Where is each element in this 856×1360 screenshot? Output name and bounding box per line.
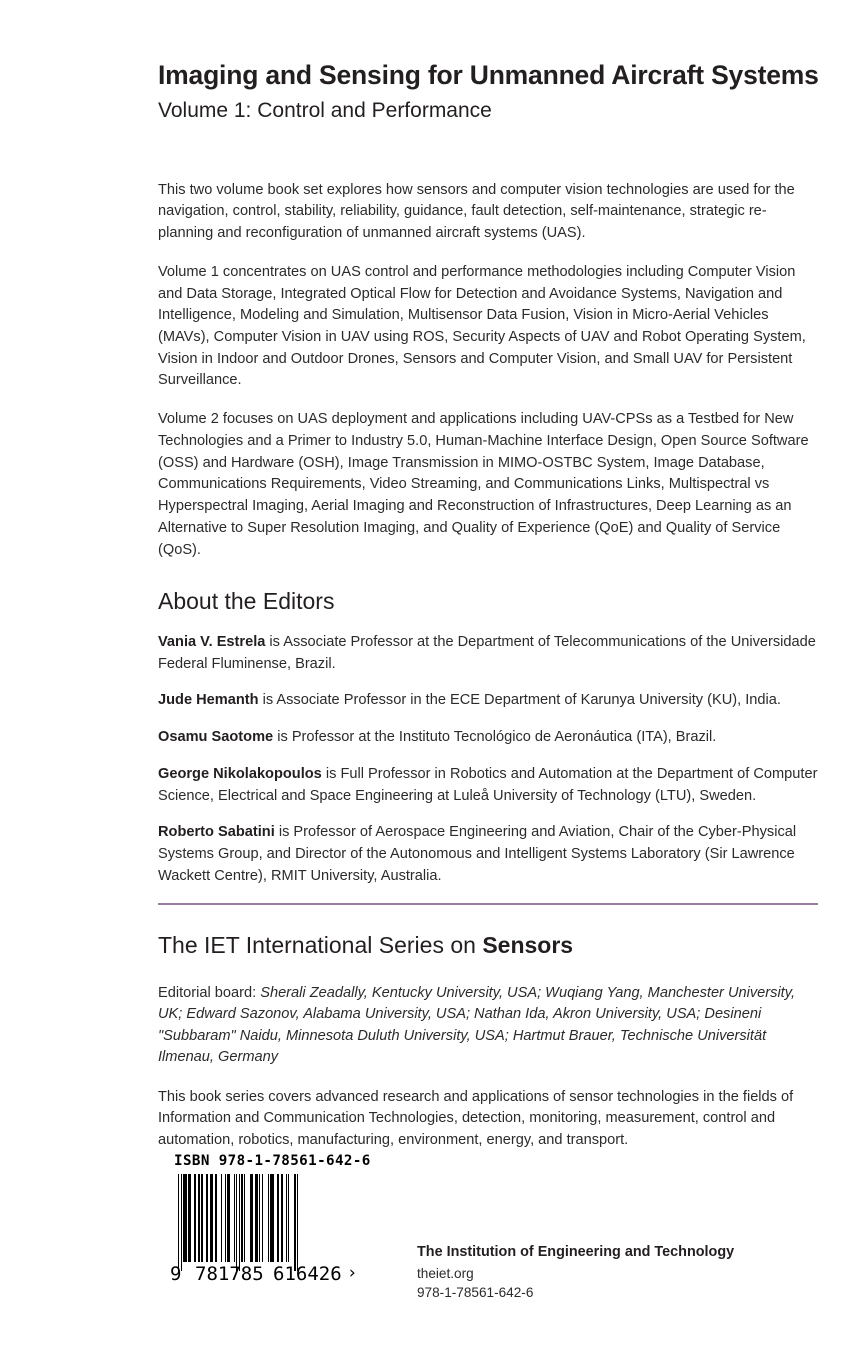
editor-entry xyxy=(158,764,820,807)
publisher-block xyxy=(417,1243,817,1302)
page-title: Imaging and Sensing for Unmanned Aircraft Systems xyxy=(158,60,819,90)
barcode-bars xyxy=(178,1174,356,1271)
isbn-label: ISBN 978-1-78561-642-6 xyxy=(174,1153,371,1169)
about-the-editors-heading: About the Editors xyxy=(158,588,335,615)
title-block xyxy=(158,0,820,125)
series-heading xyxy=(158,932,820,960)
barcode-left-group: 781785 xyxy=(195,1263,264,1285)
editor-entry xyxy=(158,822,820,887)
blurb-paragraphs xyxy=(158,180,820,562)
editor-name: Vania V. Estrela xyxy=(158,633,266,650)
editor-name: George Nikolakopoulos xyxy=(158,765,322,782)
cover-content xyxy=(158,0,820,1152)
editor-bio: is Associate Professor at the Department of Telecommunications of the Universidade Federal Fluminense, Brazil. xyxy=(158,633,816,672)
blurb-paragraph-2: Volume 1 concentrates on UAS control and performance methodologies including Computer Vision and Data Storage, Integrated Optical Flow for Detection and Avoidance Systems, Navigation and Intelligence, Modeling and Simulation, Multisensor Data Fusion, Vision in Micro-Aerial Vehicles (MAVs), Computer Vision in UAV using ROS, Security Aspects of UAV and Robot Operating System, Vision in Indoor and Outdoor Drones, Sensors and Computer Vision, and Small UAV for Persistent Surveillance. xyxy=(158,263,806,389)
series-heading-emphasis: Sensors xyxy=(482,931,574,958)
barcode-caret-icon: › xyxy=(347,1263,358,1283)
series-section xyxy=(158,932,820,1152)
editor-name: Jude Hemanth xyxy=(158,692,259,709)
editorial-board-label: Editorial board: xyxy=(158,984,261,1001)
editor-entry xyxy=(158,632,820,675)
editor-entry xyxy=(158,727,820,749)
editor-entry xyxy=(158,690,820,712)
barcode-digits xyxy=(170,1262,360,1286)
isbn-barcode-block xyxy=(170,1153,375,1287)
editors-list xyxy=(158,632,820,888)
editor-name: Osamu Saotome xyxy=(158,729,274,746)
series-heading-prefix: The IET International Series on xyxy=(158,931,483,958)
blurb-paragraph-1: This two volume book set explores how sensors and computer vision technologies are used for the navigation, control, stability, reliability, guidance, fault detection, self-maintenance, strategic re-planning and reconfiguration of unmanned aircraft systems (UAS). xyxy=(158,181,795,242)
publisher-website: theiet.org xyxy=(417,1265,474,1281)
cover-footer xyxy=(0,1135,856,1360)
publisher-name: The Institution of Engineering and Technology xyxy=(417,1244,735,1260)
editor-bio: is Full Professor in Robotics and Automation at the Department of Computer Science, Electrical and Space Engineering at Luleå University of Technology (LTU), Sweden. xyxy=(158,765,818,804)
editor-name: Roberto Sabatini xyxy=(158,824,275,841)
editor-bio: is Professor at the Instituto Tecnológico de Aeronáutica (ITA), Brazil. xyxy=(273,729,717,746)
editor-bio: is Professor of Aerospace Engineering and Aviation, Chair of the Cyber-Physical Systems Group, and Director of the Autonomous and Intelligent Systems Laboratory (Sir Lawrence Wackett Centre), RMIT University, Australia. xyxy=(158,824,797,884)
blurb-paragraph-3: Volume 2 focuses on UAS deployment and applications including UAV-CPSs as a Testbed for New Technologies and a Primer to Industry 5.0, Human-Machine Interface Design, Open Source Software (OSS) and Hardware (OSH), Image Transmission in MIMO-OSTBC System, Image Database, Communications Requirements, Video Streaming, and Communications Links, Multispectral vs Hyperspectral Imaging, Aerial Imaging and Reconstruction of Infrastructures, Deep Learning as an Alternative to Super Resolution Imaging, and Quality of Experience (QoE) and Quality of Service (QoS). xyxy=(158,411,809,558)
editorial-board-names: Sherali Zeadally, Kentucky University, USA; Wuqiang Yang, Manchester University, UK; Edward Sazonov, Alabama University, USA; Nathan Ida, Akron University, USA; Desineni "Subbaram" Naidu, Minnesota Duluth University, USA; Hartmut Brauer, Technische Universität Ilmenau, Germany xyxy=(158,984,796,1066)
editorial-board xyxy=(158,983,820,1069)
page-subtitle: Volume 1: Control and Performance xyxy=(158,99,492,123)
series-description: This book series covers advanced research and applications of sensor technologies in the fields of Information and Communication Technologies, detection, monitoring, measurement, control and automation, robotics, manufacturing, environment, energy, and transport. xyxy=(158,1088,794,1149)
barcode-right-group: 616426 xyxy=(273,1263,342,1285)
editor-bio: is Associate Professor in the ECE Department of Karunya University (KU), India. xyxy=(258,692,781,709)
publisher-isbn: 978-1-78561-642-6 xyxy=(417,1285,534,1301)
ean13-barcode xyxy=(170,1174,360,1287)
section-divider-rule xyxy=(158,903,818,905)
barcode-lead-digit: 9 xyxy=(170,1263,182,1285)
